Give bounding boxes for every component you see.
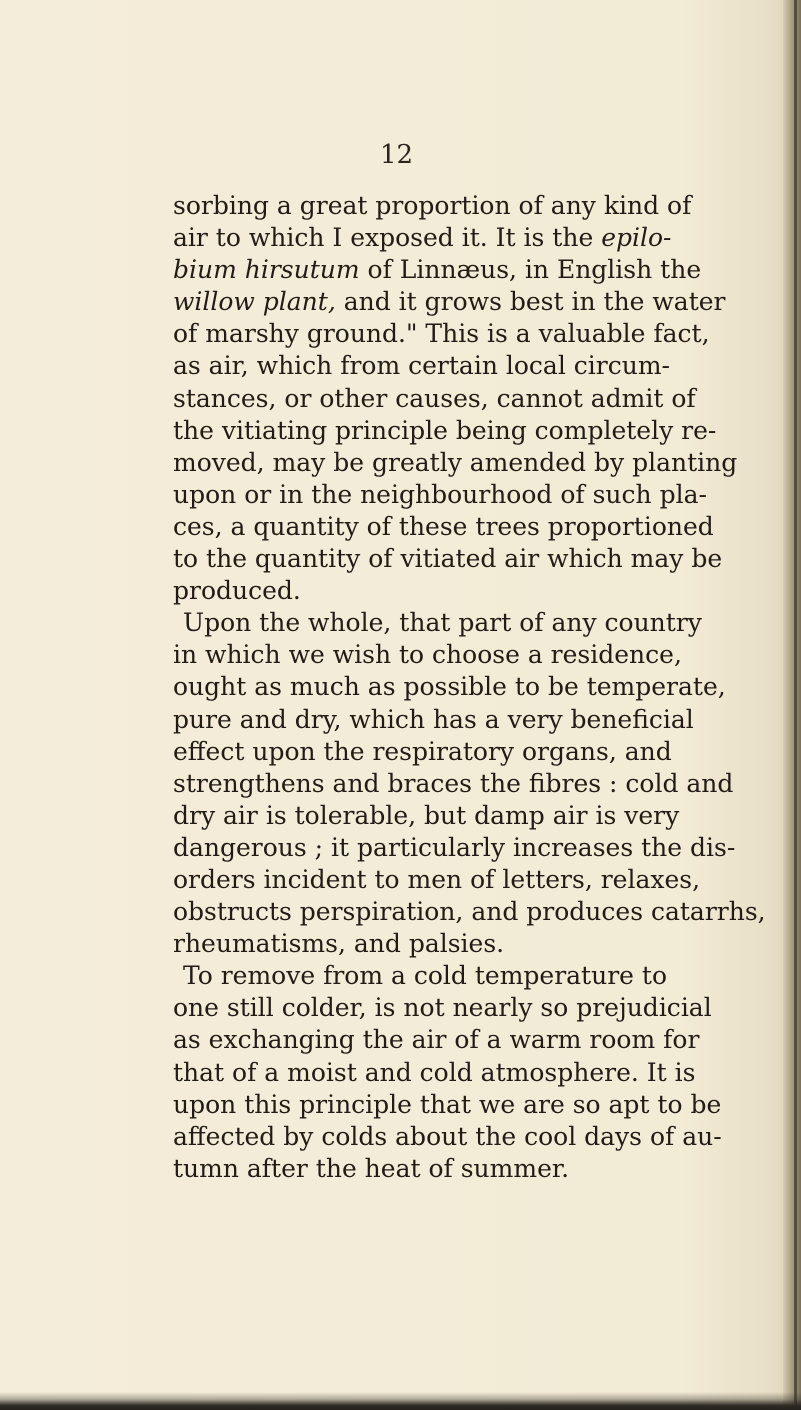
text-line bbox=[173, 447, 738, 479]
text-run: dry air is tolerable, but damp air is very bbox=[173, 800, 680, 830]
text-run: orders incident to men of letters, relaxes, bbox=[173, 864, 701, 894]
text-line bbox=[173, 575, 633, 607]
text-run: effect upon the respiratory organs, and bbox=[173, 736, 672, 766]
text-run: stances, or other causes, cannot admit of bbox=[173, 383, 696, 413]
text-line bbox=[173, 190, 692, 222]
text-run: as exchanging the air of a warm room for bbox=[173, 1025, 700, 1055]
text-run: air to which I exposed it. It is the bbox=[173, 223, 602, 253]
italic-run: bium hirsutum bbox=[173, 255, 360, 285]
text-run: and it grows best in the water bbox=[335, 287, 726, 317]
text-run: produced. bbox=[173, 576, 301, 606]
text-run: the vitiating principle being completely re- bbox=[173, 415, 717, 445]
text-run: Upon the whole, that part of any country bbox=[183, 608, 702, 638]
page-number: 12 bbox=[380, 140, 414, 170]
text-line bbox=[173, 864, 701, 896]
text-run: that of a moist and cold atmosphere. It is bbox=[173, 1057, 696, 1087]
text-line bbox=[173, 350, 670, 382]
text-line bbox=[173, 383, 696, 415]
text-run: strengthens and braces the fibres : cold and bbox=[173, 768, 734, 798]
text-run: one still colder, is not nearly so prejudicial bbox=[173, 993, 712, 1023]
text-run: pure and dry, which has a very beneficial bbox=[173, 704, 694, 734]
text-line bbox=[173, 736, 672, 768]
text-run: of marshy ground." This is a valuable fact, bbox=[173, 319, 710, 349]
text-run: of Linnæus, in English the bbox=[359, 255, 702, 285]
text-run: ces, a quantity of these trees proportioned bbox=[173, 511, 714, 541]
text-line bbox=[173, 768, 734, 800]
text-line bbox=[173, 896, 766, 928]
text-line bbox=[173, 671, 726, 703]
text-line bbox=[173, 607, 702, 639]
text-run: sorbing a great proportion of any kind of bbox=[173, 191, 692, 220]
text-run: as air, which from certain local circum- bbox=[173, 351, 670, 381]
text-run: obstructs perspiration, and produces catarrhs, bbox=[173, 897, 766, 927]
text-run: dangerous ; it particularly increases the dis- bbox=[173, 832, 736, 862]
text-line bbox=[173, 511, 714, 543]
text-run: moved, may be greatly amended by planting bbox=[173, 447, 738, 477]
text-line bbox=[173, 639, 682, 671]
text-run: to the quantity of vitiated air which may be bbox=[173, 544, 723, 574]
text-line bbox=[173, 286, 726, 318]
text-line bbox=[173, 254, 702, 286]
text-line bbox=[173, 1153, 633, 1185]
text-line bbox=[173, 415, 717, 447]
text-line bbox=[173, 479, 707, 511]
text-line bbox=[173, 318, 710, 350]
text-line bbox=[173, 543, 723, 575]
text-line bbox=[173, 1121, 722, 1153]
text-run: tumn after the heat of summer. bbox=[173, 1153, 570, 1183]
text-line bbox=[173, 1057, 696, 1089]
text-run: upon or in the neighbourhood of such pla- bbox=[173, 479, 707, 509]
text-run: ought as much as possible to be temperate, bbox=[173, 672, 726, 702]
text-run: upon this principle that we are so apt to be bbox=[173, 1089, 722, 1119]
body-text bbox=[173, 190, 766, 1185]
text-line bbox=[173, 1024, 700, 1056]
text-line bbox=[173, 704, 694, 736]
text-run: To remove from a cold temperature to bbox=[183, 961, 667, 991]
page-bottom-shadow bbox=[0, 1392, 801, 1410]
text-line bbox=[173, 832, 736, 864]
text-run: in which we wish to choose a residence, bbox=[173, 640, 682, 670]
text-line bbox=[173, 800, 680, 832]
text-line bbox=[173, 1089, 722, 1121]
italic-run: epilo- bbox=[601, 223, 672, 253]
italic-run: willow plant, bbox=[173, 287, 336, 317]
text-line bbox=[173, 222, 672, 254]
text-run: affected by colds about the cool days of au- bbox=[173, 1121, 722, 1151]
text-line bbox=[173, 928, 633, 960]
page-binding-edge bbox=[783, 0, 801, 1410]
text-run: rheumatisms, and palsies. bbox=[173, 929, 505, 959]
text-line bbox=[173, 960, 667, 992]
text-line bbox=[173, 992, 712, 1024]
